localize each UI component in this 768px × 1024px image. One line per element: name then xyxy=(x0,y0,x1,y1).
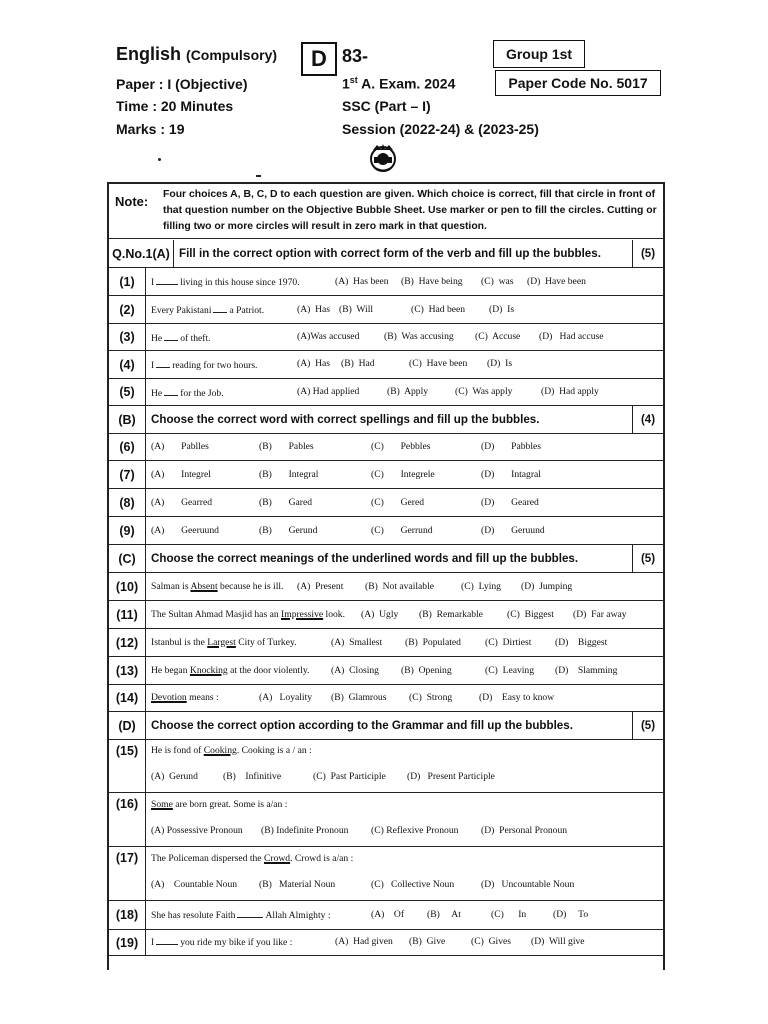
question-number: (1) xyxy=(109,268,146,295)
question-text: I living in this house since 1970. xyxy=(151,277,300,288)
option-a: (A) Loyality xyxy=(259,692,313,703)
option-a: (A) Had applied xyxy=(297,386,360,397)
question-number: (10) xyxy=(109,573,146,600)
option-b: (B) Material Noun xyxy=(259,879,336,890)
option-c: (C) Integrele xyxy=(371,469,435,480)
option-d: (D) Jumping xyxy=(521,581,573,592)
option-b: (B) Give xyxy=(409,936,446,947)
marks-label: Marks : 19 xyxy=(116,121,185,137)
option-a: (A) Has been xyxy=(335,276,389,287)
option-c: (C) Reflexive Pronoun xyxy=(371,825,459,836)
note-text: Four choices A, B, C, D to each question are given. Which choice is correct, fill that circle in front of that question number on the Objective Bubble Sheet. Use marker or pen to fill the circles. Cutting or filling two or more circles will result in zero mark in that question. xyxy=(163,189,657,232)
option-c: (C) Pebbles xyxy=(371,441,431,452)
option-d: (D) Will give xyxy=(531,936,585,947)
option-a: (A) Present xyxy=(297,581,344,592)
section-marks: (4) xyxy=(632,406,663,433)
option-b: (B) Integral xyxy=(259,469,319,480)
question-row xyxy=(109,930,663,956)
question-number: (15) xyxy=(109,740,146,792)
option-d: (D) Had apply xyxy=(541,386,599,397)
option-a: (A) Had given xyxy=(335,936,393,947)
question-number: (12) xyxy=(109,629,146,656)
section-title: Choose the correct option according to the Grammar and fill up the bubbles. xyxy=(151,719,573,732)
question-number: (3) xyxy=(109,324,146,350)
paper-label: Paper : I (Objective) xyxy=(116,76,248,92)
option-c: (C) Accuse xyxy=(475,331,521,342)
option-a: (A) Pablles xyxy=(151,441,209,452)
question-number: (7) xyxy=(109,461,146,488)
option-a: (A) Countable Noun xyxy=(151,879,238,890)
option-a: (A) Closing xyxy=(331,665,379,676)
question-text: He is fond of Cooking. Cooking is a / an : xyxy=(151,745,312,756)
question-number: (4) xyxy=(109,351,146,378)
question-text: She has resolute Faith Allah Almighty : xyxy=(151,910,331,921)
option-b: (B) Will xyxy=(339,304,374,315)
board-emblem-icon xyxy=(368,142,398,174)
option-b: (B) Remarkable xyxy=(419,609,483,620)
option-a: (A) Gerund xyxy=(151,771,198,782)
section-b-header xyxy=(109,406,663,434)
option-d: (D) Have been xyxy=(527,276,586,287)
question-row xyxy=(109,489,663,517)
option-c: (C) Was apply xyxy=(455,386,513,397)
question-row xyxy=(109,847,663,901)
option-d: (D) Geared xyxy=(481,497,539,508)
option-b: (B) Apply xyxy=(387,386,429,397)
question-row xyxy=(109,657,663,685)
version-letter-box: D xyxy=(301,42,337,76)
option-c: (C) Gered xyxy=(371,497,425,508)
time-label: Time : 20 Minutes xyxy=(116,98,234,114)
exam-line: 1st A. Exam. 2024 xyxy=(342,75,456,92)
question-row xyxy=(109,434,663,461)
option-a: (A) Integrel xyxy=(151,469,211,480)
option-d: (D) Is xyxy=(489,304,515,315)
question-text: Devotion means : xyxy=(151,692,219,703)
option-a: (A) Has xyxy=(297,304,331,315)
question-number: (18) xyxy=(109,901,146,929)
option-b: (B) Opening xyxy=(401,665,452,676)
paper-code-box: Paper Code No. 5017 xyxy=(495,70,661,96)
question-frame xyxy=(107,182,665,970)
option-d: (D) Easy to know xyxy=(479,692,555,703)
question-row xyxy=(109,740,663,793)
question-text: The Sultan Ahmad Masjid has an Impressive look. xyxy=(151,609,345,620)
option-d: (D) Had accuse xyxy=(539,331,604,342)
option-c: (C) Have been xyxy=(409,358,468,369)
note-label: Note: xyxy=(115,194,149,209)
option-b: (B) Pables xyxy=(259,441,314,452)
option-a: (A) Has xyxy=(297,358,331,369)
option-a: (A) Possessive Pronoun xyxy=(151,825,243,836)
section-marks: (5) xyxy=(632,545,663,572)
option-c: (C) Gives xyxy=(471,936,511,947)
section-marks: (5) xyxy=(632,240,663,267)
option-c: (C) was xyxy=(481,276,514,287)
section-title: Choose the correct word with correct spellings and fill up the bubbles. xyxy=(151,413,540,426)
section-a-header xyxy=(109,240,663,268)
option-c: (C) Collective Noun xyxy=(371,879,455,890)
question-number: (13) xyxy=(109,657,146,684)
option-c: (C) Biggest xyxy=(507,609,554,620)
option-a: (A) Gearred xyxy=(151,497,213,508)
option-b: (B) Gared xyxy=(259,497,313,508)
question-text: The Policeman dispersed the Crowd. Crowd is a/an : xyxy=(151,853,354,864)
question-number: (17) xyxy=(109,847,146,900)
question-number: (5) xyxy=(109,379,146,405)
question-row xyxy=(109,296,663,324)
question-row xyxy=(109,573,663,601)
section-title: Choose the correct meanings of the underlined words and fill up the bubbles. xyxy=(151,552,579,565)
option-c: (C) Gerrund xyxy=(371,525,433,536)
question-number: (19) xyxy=(109,930,146,955)
stray-mark xyxy=(158,158,161,161)
question-number: (14) xyxy=(109,685,146,711)
section-number: (C) xyxy=(109,545,146,572)
question-number: (2) xyxy=(109,296,146,323)
option-c: (C) Had been xyxy=(411,304,466,315)
option-d: (D) Far away xyxy=(573,609,627,620)
option-b: (B) Infinitive xyxy=(223,771,282,782)
option-c: (C) Strong xyxy=(409,692,453,703)
option-b: (B) Indefinite Pronoun xyxy=(261,825,349,836)
option-b: (B) Not available xyxy=(365,581,435,592)
option-c: (C) Lying xyxy=(461,581,501,592)
subject-subtitle: (Compulsory) xyxy=(186,47,278,63)
question-text: He for the Job. xyxy=(151,388,224,399)
question-row xyxy=(109,629,663,657)
option-a: (A)Was accused xyxy=(297,331,360,342)
group-box: Group 1st xyxy=(493,40,585,68)
option-d: (D) Biggest xyxy=(555,637,608,648)
question-text: Istanbul is the Largest City of Turkey. xyxy=(151,637,297,648)
subject-title: English (Compulsory) xyxy=(116,44,278,64)
question-text: I you ride my bike if you like : xyxy=(151,937,293,948)
question-text: I reading for two hours. xyxy=(151,360,258,371)
session-label: Session (2022-24) & (2023-25) xyxy=(342,121,539,137)
option-c: (C) In xyxy=(491,909,527,920)
question-text: He of theft. xyxy=(151,333,211,344)
question-text: Some are born great. Some is a/an : xyxy=(151,799,288,810)
stray-mark xyxy=(256,175,261,177)
option-d: (D) Geruund xyxy=(481,525,545,536)
option-a: (A) Smallest xyxy=(331,637,383,648)
part-label: SSC (Part – I) xyxy=(342,98,431,114)
question-text: He began Knocking at the door violently. xyxy=(151,665,310,676)
section-title: Fill in the correct option with correct form of the verb and fill up the bubbles. xyxy=(179,247,601,260)
option-b: (B) Gerund xyxy=(259,525,318,536)
section-d-header xyxy=(109,712,663,740)
option-b: (B) Glamrous xyxy=(331,692,387,703)
question-row xyxy=(109,268,663,296)
option-d: (D) Pabbles xyxy=(481,441,541,452)
option-d: (D) Present Participle xyxy=(407,771,495,782)
question-row xyxy=(109,685,663,712)
section-number: (B) xyxy=(109,406,146,433)
section-marks: (5) xyxy=(632,712,663,739)
question-number: (11) xyxy=(109,601,146,628)
option-d: (D) To xyxy=(553,909,589,920)
question-row xyxy=(109,379,663,406)
question-row xyxy=(109,324,663,351)
section-number: Q.No.1(A) xyxy=(109,240,174,267)
question-number: (6) xyxy=(109,434,146,460)
option-a: (A) Geeruund xyxy=(151,525,219,536)
option-b: (B) Have being xyxy=(401,276,463,287)
question-row xyxy=(109,351,663,379)
option-d: (D) Is xyxy=(487,358,513,369)
option-d: (D) Intagral xyxy=(481,469,541,480)
serial-number: 83- xyxy=(342,46,369,66)
option-d: (D) Personal Pronoun xyxy=(481,825,568,836)
option-b: (B) At xyxy=(427,909,461,920)
option-b: (B) Was accusing xyxy=(384,331,454,342)
question-number: (8) xyxy=(109,489,146,516)
section-number: (D) xyxy=(109,712,146,739)
option-b: (B) Populated xyxy=(405,637,461,648)
question-row xyxy=(109,601,663,629)
question-number: (16) xyxy=(109,793,146,846)
question-row xyxy=(109,517,663,545)
option-c: (C) Past Participle xyxy=(313,771,386,782)
question-number: (9) xyxy=(109,517,146,544)
option-c: (C) Dirtiest xyxy=(485,637,532,648)
question-text: Every Pakistani a Patriot. xyxy=(151,305,265,316)
option-b: (B) Had xyxy=(341,358,375,369)
section-c-header xyxy=(109,545,663,573)
option-a: (A) Ugly xyxy=(361,609,399,620)
question-row xyxy=(109,901,663,930)
option-d: (D) Uncountable Noun xyxy=(481,879,575,890)
note-box xyxy=(109,184,663,239)
option-c: (C) Leaving xyxy=(485,665,535,676)
question-text: Salman is Absent because he is ill. xyxy=(151,581,284,592)
option-d: (D) Slamming xyxy=(555,665,618,676)
question-row xyxy=(109,793,663,847)
option-a: (A) Of xyxy=(371,909,405,920)
question-row xyxy=(109,461,663,489)
